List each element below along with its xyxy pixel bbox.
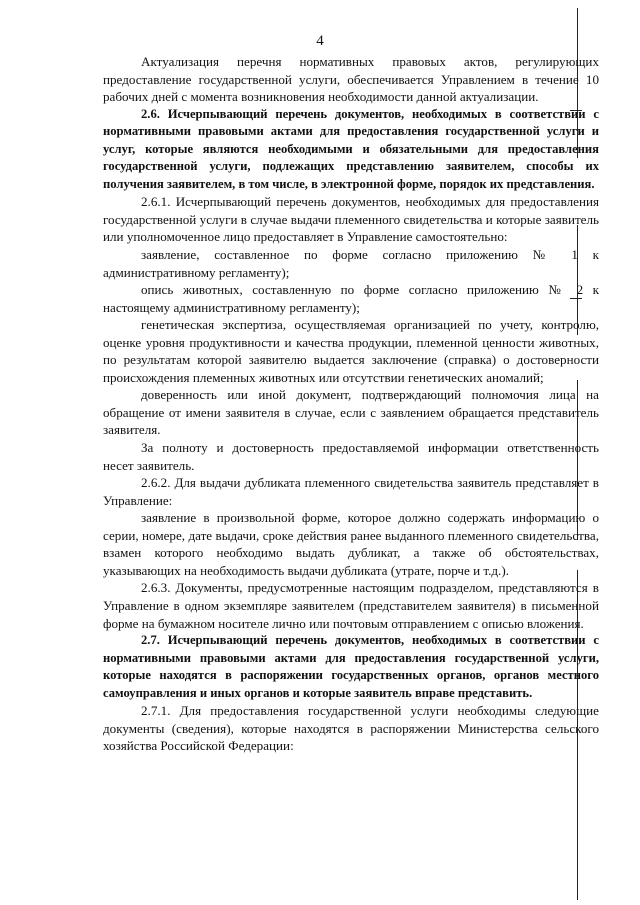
paragraph: 2.6.2. Для выдачи дубликата племенного свидетельства заявитель представляет в Управление:	[103, 475, 599, 508]
list-item: генетическая экспертиза, осуществляемая организацией по учету, контролю, оценке уровня продуктивности и качества продукции, племенной ценности животных, по результатам которой заявителю выдается заключение (справка) о достоверности происхождения племенных животных или отсутствии генетических аномалий;	[103, 317, 599, 385]
section-heading-2-7: 2.7. Исчерпывающий перечень документов, необходимых в соответствии с нормативными правовыми актами для предоставления государственной услуги, которые находятся в распоряжении государственных органов, органов местного самоуправления и иных органов и которые заявитель вправе представить.	[103, 633, 599, 700]
list-item: заявление, составленное по форме согласно приложению № 1 к административному регламенту);	[103, 247, 599, 280]
list-item: доверенность или иной документ, подтверждающий полномочия лица на обращение от имени заявителя в случае, если с заявлением обращается представитель заявителя.	[103, 387, 599, 438]
document-body	[103, 53, 599, 755]
paragraph: Актуализация перечня нормативных правовых актов, регулирующих предоставление государственной услуги, обеспечивается Управлением в течение 10 рабочих дней с момента возникновения необходимости данной актуализации.	[103, 54, 599, 105]
paragraph: 2.6.1. Исчерпывающий перечень документов, необходимых для предоставления государственной услуги в случае выдачи племенного свидетельства и которые заявитель или уполномоченное лицо предоставляет в Управление самостоятельно:	[103, 194, 599, 245]
section-heading-2-6: 2.6. Исчерпывающий перечень документов, необходимых в соответствии с нормативными правовыми актами для предоставления государственной услуги и услуг, которые являются необходимыми и обязательными для предоставления государственной услуги, подлежащих представлению заявителем, способы их получения заявителем, в том числе, в электронной форме, порядок их представления.	[103, 106, 599, 191]
paragraph: За полноту и достоверность предоставляемой информации ответственность несет заявитель.	[103, 440, 599, 473]
paragraph: 2.7.1. Для предоставления государственной услуги необходимы следующие документы (сведения), которые находятся в распоряжении Министерства сельского хозяйства Российской Федерации:	[103, 703, 599, 754]
paragraph: заявление в произвольной форме, которое должно содержать информацию о серии, номере, дате выдачи, сроке действия ранее выданного племенного свидетельства, взамен которого необходимо выдать дубликат, а также об обстоятельствах, указывающих на необходимость выдачи дубликата (утрате, порче и т.д.).	[103, 510, 599, 578]
paragraph: 2.6.3. Документы, предусмотренные настоящим подразделом, представляются в Управление в одном экземпляре заявителем (представителем заявителя) в письменной форме на бумажном носителе лично или почтовым отправлением с описью вложения.	[103, 580, 599, 631]
page-number: 4	[316, 33, 324, 49]
list-item: опись животных, составленную по форме согласно приложению № 2 к настоящему административному регламенту);	[103, 282, 599, 315]
